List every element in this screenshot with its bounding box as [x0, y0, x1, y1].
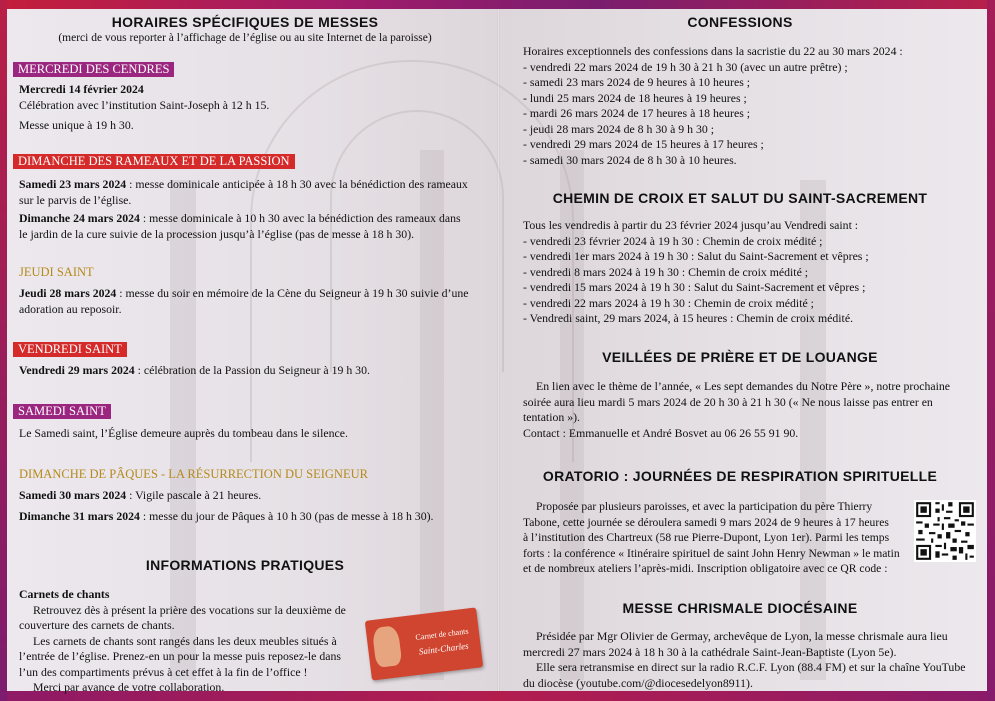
confessions-line: - mardi 26 mars 2024 de 17 heures à 18 heures ;: [523, 106, 751, 120]
veillees-line: En lien avec le thème de l’année, « Les sept demandes du Notre Père », notre prochaine: [536, 379, 951, 393]
infos-line: l’un des compartiments prévus à cet effet à la fin de l’office !: [19, 664, 308, 679]
infos-line: Retrouvez dès à présent la prière des vocations sur la deuxième de: [33, 602, 346, 617]
cendres-block: [19, 82, 479, 134]
infos-line: Les carnets de chants sont rangés dans les deux meubles situés à: [33, 633, 337, 648]
confessions-title: CONFESSIONS: [687, 14, 793, 30]
top-border: [0, 0, 995, 9]
oratorio-line: Tabone, cette journée se déroulera samedi 9 mars 2024 de 9 heures à 17 heures: [523, 515, 889, 529]
cendres-line1: Célébration avec l’institution Saint-Joseph à 12 h 15.: [19, 97, 270, 112]
infos-line: Merci par avance de votre collaboration.: [33, 680, 225, 694]
masses-subtitle: (merci de vous reporter à l’affichage de l’église ou au site Internet de la paroisse): [58, 32, 432, 44]
veillees-contact: Contact : Emmanuelle et André Bosvet au 06 26 55 91 90.: [523, 425, 799, 440]
confessions-list: [523, 44, 978, 168]
banner-paques: DIMANCHE DE PÂQUES - LA RÉSURRECTION DU SEIGNEUR: [19, 467, 368, 481]
right-border: [987, 0, 995, 701]
confessions-line: - samedi 30 mars 2024 de 8 h 30 à 10 heures.: [523, 152, 737, 167]
banner-samedi: SAMEDI SAINT: [13, 404, 111, 419]
banner-cendres: MERCREDI DES CENDRES: [13, 62, 174, 77]
jeudi-text: : messe du soir en mémoire de la Cène du Seigneur à 19 h 30 suivie d’une: [116, 286, 469, 300]
songbook-name: Saint-Charles: [418, 640, 470, 657]
chemin-line: Tous les vendredis à partir du 23 février 2024 jusqu’au Vendredi saint :: [523, 218, 859, 232]
infos-heading: Carnets de chants: [19, 587, 110, 601]
veillees-title: VEILLÉES DE PRIÈRE ET DE LOUANGE: [602, 349, 878, 365]
chrismale-line: Elle sera retransmise en direct sur la radio R.C.F. Lyon (88.4 FM) et sur la chaîne YouTube: [536, 660, 966, 674]
vendredi-date: Vendredi 29 mars 2024: [19, 363, 135, 377]
confessions-line: - samedi 23 mars 2024 de 9 heures à 10 heures ;: [523, 75, 751, 89]
banner-vendredi: VENDREDI SAINT: [13, 342, 127, 357]
vendredi-block: [19, 363, 484, 379]
oratorio-block: [523, 499, 911, 577]
oratorio-line: Proposée par plusieurs paroisses, et avec la participation du père Thierry: [536, 500, 873, 513]
chemin-line: - vendredi 8 mars 2024 à 19 h 30 : Chemin de croix médité ;: [523, 264, 809, 279]
chemin-title: CHEMIN DE CROIX ET SALUT DU SAINT-SACREMENT: [552, 190, 928, 206]
banner-rameaux: DIMANCHE DES RAMEAUX ET DE LA PASSION: [13, 154, 295, 169]
cendres-line2: Messe unique à 19 h 30.: [19, 118, 134, 132]
infos-block: [19, 587, 364, 696]
confessions-line: - vendredi 29 mars 2024 de 15 heures à 17 heures ;: [523, 137, 764, 151]
rameaux-p2-line2: le jardin de la cure suivie de la procession jusqu’à l’église (pas de messe à 18 h 30).: [19, 226, 415, 241]
paques-block: [19, 488, 484, 524]
confessions-line: - lundi 25 mars 2024 de 18 heures à 19 heures ;: [523, 90, 747, 105]
chemin-line: - vendredi 15 mars 2024 à 19 h 30 : Salut du Saint-Sacrement et vêpres ;: [523, 280, 866, 294]
jeudi-line2: adoration au reposoir.: [19, 301, 122, 316]
confessions-line: Horaires exceptionnels des confessions dans la sacristie du 22 au 30 mars 2024 :: [523, 44, 903, 58]
veillees-block: [523, 379, 978, 441]
chemin-line: - Vendredi saint, 29 mars 2024, à 15 heures : Chemin de croix médité.: [523, 311, 854, 325]
paques-p2-date: Dimanche 31 mars 2024: [19, 508, 140, 523]
rameaux-p1-date: Samedi 23 mars 2024: [19, 177, 127, 191]
rameaux-p1-line2: sur le parvis de l’église.: [19, 192, 132, 207]
chemin-line: - vendredi 1er mars 2024 à 19 h 30 : Salut du Saint-Sacrement et vêpres ;: [523, 249, 869, 263]
infos-line: couverture des carnets de chants.: [19, 618, 175, 632]
left-border: [0, 0, 7, 701]
oratorio-line: à l’institution des Chartreux (58 rue Pierre-Dupont, Lyon 1er). Parmi les temps: [523, 531, 890, 544]
songbook-image: [365, 607, 483, 680]
chrismale-line: Présidée par Mgr Olivier de Germay, archevêque de Lyon, la messe chrismale aura lieu: [536, 629, 948, 643]
saint-portrait-icon: [372, 625, 403, 668]
infos-title: INFORMATIONS PRATIQUES: [145, 557, 345, 573]
vendredi-text: : célébration de la Passion du Seigneur à 19 h 30.: [134, 363, 370, 377]
paques-p1-text: : Vigile pascale à 21 heures.: [126, 488, 262, 502]
paques-p1-date: Samedi 30 mars 2024: [19, 488, 127, 502]
rameaux-p2-date: Dimanche 24 mars 2024: [19, 211, 140, 225]
veillees-line: soirée aura lieu mardi 5 mars 2024 de 20 h 30 à 21 h 30 (« Ne nous laisse pas entrer en: [523, 394, 933, 409]
cendres-date: Mercredi 14 février 2024: [19, 82, 144, 96]
qr-code-icon[interactable]: [914, 500, 976, 562]
rameaux-p2-text: : messe dominicale à 10 h 30 avec la bénédiction des rameaux dans: [139, 211, 461, 225]
chrismale-title: MESSE CHRISMALE DIOCÉSAINE: [622, 600, 858, 616]
rameaux-p1-text: : messe dominicale anticipée à 18 h 30 avec la bénédiction des rameaux: [126, 177, 468, 191]
oratorio-title: ORATORIO : JOURNÉES DE RESPIRATION SPIRITUELLE: [542, 468, 938, 484]
chemin-line: - vendredi 23 février 2024 à 19 h 30 : Chemin de croix médité ;: [523, 233, 823, 248]
confessions-line: - jeudi 28 mars 2024 de 8 h 30 à 9 h 30 ;: [523, 121, 715, 136]
samedi-text: Le Samedi saint, l’Église demeure auprès du tombeau dans le silence.: [19, 426, 348, 440]
oratorio-line: forts : la conférence « Itinéraire spirituel de saint John Henry Newman » le matin: [523, 546, 900, 560]
jeudi-date: Jeudi 28 mars 2024: [19, 286, 117, 300]
confessions-line: - vendredi 22 mars 2024 de 19 h 30 à 21 h 30 (avec un autre prêtre) ;: [523, 59, 848, 74]
chemin-line: - vendredi 22 mars 2024 à 19 h 30 : Chemin de croix médité ;: [523, 295, 814, 310]
chemin-list: [523, 218, 978, 327]
masses-title: HORAIRES SPÉCIFIQUES DE MESSES: [111, 14, 379, 30]
chrismale-block: [523, 629, 978, 691]
jeudi-block: [19, 286, 484, 317]
rameaux-block: [19, 177, 484, 242]
banner-jeudi: JEUDI SAINT: [19, 265, 94, 279]
oratorio-line: et de nombreux ateliers l’après-midi. Inscription obligatoire avec ce QR code :: [523, 562, 888, 575]
chrismale-line: du diocèse (youtube.com/@diocesedelyon8911).: [523, 675, 753, 690]
chrismale-line: mercredi 27 mars 2024 à 18 h 30 à la cathédrale Saint-Jean-Baptiste (Lyon 5e).: [523, 644, 897, 659]
songbook-label: Carnet de chants: [414, 626, 469, 642]
page-fold: [497, 9, 500, 691]
infos-line: l’entrée de l’église. Prenez-en un pour la messe puis reposez-le dans: [19, 649, 341, 663]
veillees-line: tentation »).: [523, 410, 581, 424]
paques-p2-text: : messe du jour de Pâques à 10 h 30 (pas de messe à 18 h 30).: [139, 508, 434, 523]
